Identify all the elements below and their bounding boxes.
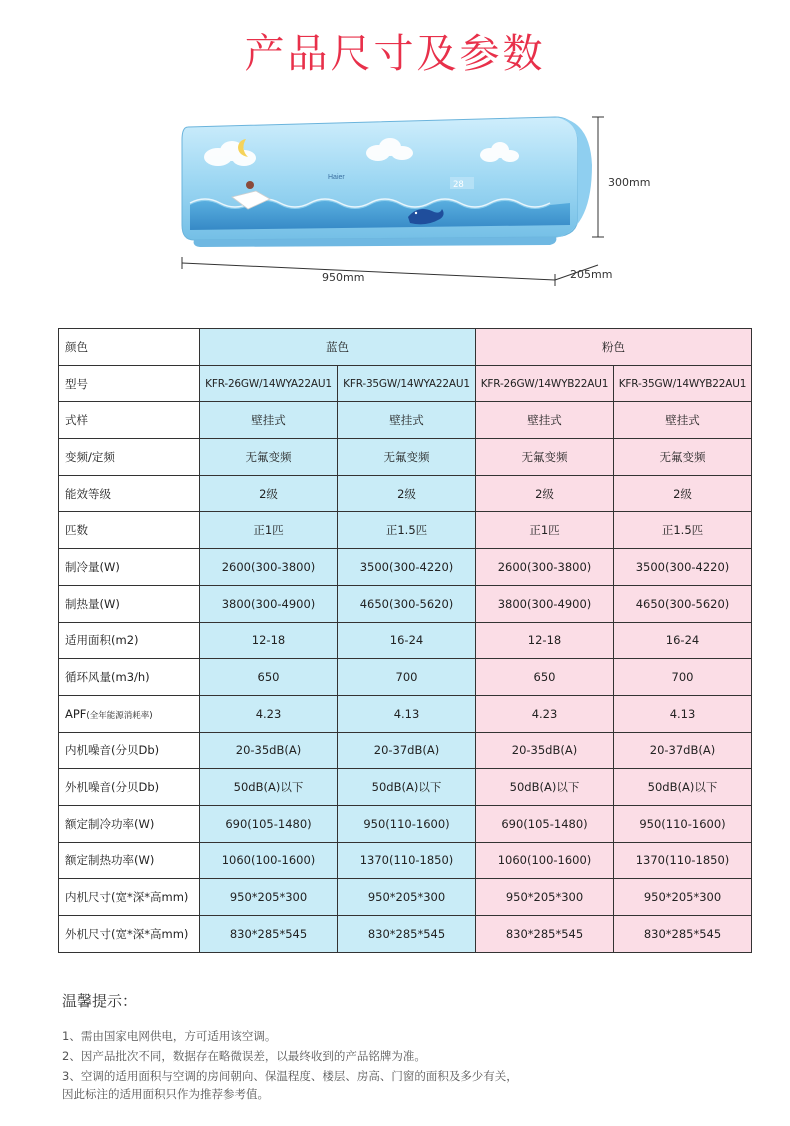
table-cell: 正1匹 (200, 512, 338, 549)
table-cell: KFR-35GW/14WYA22AU1 (338, 365, 476, 402)
row-label-text: 适用面积(m2) (65, 633, 139, 648)
row-label (59, 805, 200, 842)
page-title: 产品尺寸及参数 (244, 31, 546, 77)
table-cell: 16-24 (614, 622, 752, 659)
table-row (59, 769, 752, 806)
table-cell: 650 (476, 659, 614, 696)
table-row (59, 695, 752, 732)
row-label (59, 695, 200, 732)
table-cell: 830*285*545 (338, 916, 476, 953)
table-cell: 无氟变频 (476, 439, 614, 476)
row-label-text: 外机尺寸(宽*深*高mm) (65, 926, 189, 941)
table-row (59, 916, 752, 953)
row-label: 颜色 (59, 329, 200, 366)
table-cell: 4650(300-5620) (614, 585, 752, 622)
table-cell: 950*205*300 (200, 879, 338, 916)
table-cell: 无氟变频 (338, 439, 476, 476)
row-label-text: 外机噪音(分贝Db) (65, 780, 160, 795)
table-cell: 2级 (338, 475, 476, 512)
table-cell: 50dB(A)以下 (476, 769, 614, 806)
table-cell: 无氟变频 (200, 439, 338, 476)
table-row (59, 475, 752, 512)
spec-table (58, 328, 752, 953)
table-row (59, 402, 752, 439)
table-cell: 690(105-1480) (476, 805, 614, 842)
row-label-text: 匹数 (65, 523, 88, 538)
table-cell: 1060(100-1600) (476, 842, 614, 879)
table-cell: 50dB(A)以下 (614, 769, 752, 806)
row-label-text: 型号 (65, 376, 88, 391)
table-cell: 700 (614, 659, 752, 696)
table-cell: 950(110-1600) (338, 805, 476, 842)
table-cell: 壁挂式 (338, 402, 476, 439)
table-cell: 4.13 (614, 695, 752, 732)
table-cell: 壁挂式 (200, 402, 338, 439)
table-cell: 正1.5匹 (338, 512, 476, 549)
depth-dimension: 205mm (570, 268, 613, 281)
tip-item: 3、空调的适用面积与空调的房间朝向、保温程度、楼层、房高、门窗的面积及多少有关， (62, 1069, 518, 1083)
table-cell: KFR-26GW/14WYA22AU1 (200, 365, 338, 402)
table-cell: KFR-26GW/14WYB22AU1 (476, 365, 614, 402)
tip-item: 2、因产品批次不同，数据存在略微误差，以最终收到的产品铭牌为准。 (62, 1049, 426, 1063)
table-cell: 690(105-1480) (200, 805, 338, 842)
color-blue-header: 蓝色 (200, 329, 476, 366)
row-label (59, 842, 200, 879)
table-row (59, 585, 752, 622)
row-label-text: 制冷量(W) (65, 559, 120, 574)
row-label-text: 能效等级 (65, 486, 111, 501)
table-cell: 2级 (614, 475, 752, 512)
row-label (59, 585, 200, 622)
table-cell: 830*285*545 (476, 916, 614, 953)
row-label-text: 循环风量(m3/h) (65, 670, 150, 685)
row-label (59, 475, 200, 512)
color-pink-header: 粉色 (476, 329, 752, 366)
row-label-text: 内机噪音(分贝Db) (65, 743, 160, 758)
table-cell: 1370(110-1850) (338, 842, 476, 879)
table-cell: 4.13 (338, 695, 476, 732)
table-cell: 3500(300-4220) (338, 549, 476, 586)
dim-line-width (182, 263, 555, 280)
table-row (59, 879, 752, 916)
row-label-text: APF (65, 706, 87, 721)
table-cell: 正1.5匹 (614, 512, 752, 549)
table-row (59, 549, 752, 586)
table-cell: 2级 (200, 475, 338, 512)
row-label-text: 式样 (65, 413, 88, 428)
table-cell: 3800(300-4900) (476, 585, 614, 622)
table-cell: 4650(300-5620) (338, 585, 476, 622)
table-cell: 16-24 (338, 622, 476, 659)
row-label (59, 402, 200, 439)
table-cell: 650 (200, 659, 338, 696)
table-cell: 12-18 (200, 622, 338, 659)
row-label (59, 439, 200, 476)
table-cell: KFR-35GW/14WYB22AU1 (614, 365, 752, 402)
brand-logo: Haier (328, 174, 345, 181)
svg-text:28: 28 (453, 180, 464, 190)
table-cell: 950*205*300 (338, 879, 476, 916)
table-cell: 3800(300-4900) (200, 585, 338, 622)
row-label-text: 内机尺寸(宽*深*高mm) (65, 890, 189, 905)
height-dimension: 300mm (608, 176, 651, 189)
table-row (59, 512, 752, 549)
table-row (59, 365, 752, 402)
table-header-row (59, 329, 752, 366)
table-cell: 50dB(A)以下 (200, 769, 338, 806)
table-cell: 4.23 (200, 695, 338, 732)
row-label (59, 365, 200, 402)
table-cell: 950*205*300 (614, 879, 752, 916)
table-cell: 830*285*545 (614, 916, 752, 953)
row-label-text: 额定制热功率(W) (65, 853, 155, 868)
table-cell: 20-35dB(A) (476, 732, 614, 769)
table-row (59, 805, 752, 842)
tips-section (62, 990, 742, 1103)
table-row (59, 842, 752, 879)
table-row (59, 439, 752, 476)
width-dimension: 950mm (322, 271, 365, 284)
table-row (59, 622, 752, 659)
tip-item: 1、需由国家电网供电，方可适用该空调。 (62, 1029, 277, 1043)
table-cell: 正1匹 (476, 512, 614, 549)
row-label (59, 732, 200, 769)
row-label (59, 512, 200, 549)
table-cell: 1060(100-1600) (200, 842, 338, 879)
table-cell: 50dB(A)以下 (338, 769, 476, 806)
table-cell: 20-37dB(A) (614, 732, 752, 769)
table-cell: 4.23 (476, 695, 614, 732)
row-label (59, 879, 200, 916)
table-cell: 壁挂式 (476, 402, 614, 439)
table-cell: 2级 (476, 475, 614, 512)
tip-item: 因此标注的适用面积只作为推荐参考值。 (62, 1087, 269, 1101)
table-cell: 700 (338, 659, 476, 696)
row-label-text: 变频/定频 (65, 449, 115, 464)
table-cell: 2600(300-3800) (476, 549, 614, 586)
table-cell: 1370(110-1850) (614, 842, 752, 879)
row-label-text: 制热量(W) (65, 596, 120, 611)
row-label (59, 622, 200, 659)
table-row (59, 659, 752, 696)
table-cell: 无氟变频 (614, 439, 752, 476)
tips-title: 温馨提示： (62, 992, 138, 1010)
row-label-text: 额定制冷功率(W) (65, 816, 155, 831)
table-cell: 830*285*545 (200, 916, 338, 953)
table-cell: 壁挂式 (614, 402, 752, 439)
table-row (59, 732, 752, 769)
row-label (59, 916, 200, 953)
row-label (59, 769, 200, 806)
table-cell: 950(110-1600) (614, 805, 752, 842)
boat-figure (246, 181, 254, 189)
row-label-note: (全年能源消耗率) (86, 710, 153, 721)
table-cell: 20-35dB(A) (200, 732, 338, 769)
table-cell: 2600(300-3800) (200, 549, 338, 586)
table-cell: 950*205*300 (476, 879, 614, 916)
row-label (59, 659, 200, 696)
air-conditioner-illustration (160, 105, 630, 305)
row-label (59, 549, 200, 586)
table-cell: 3500(300-4220) (614, 549, 752, 586)
table-cell: 12-18 (476, 622, 614, 659)
table-cell: 20-37dB(A) (338, 732, 476, 769)
